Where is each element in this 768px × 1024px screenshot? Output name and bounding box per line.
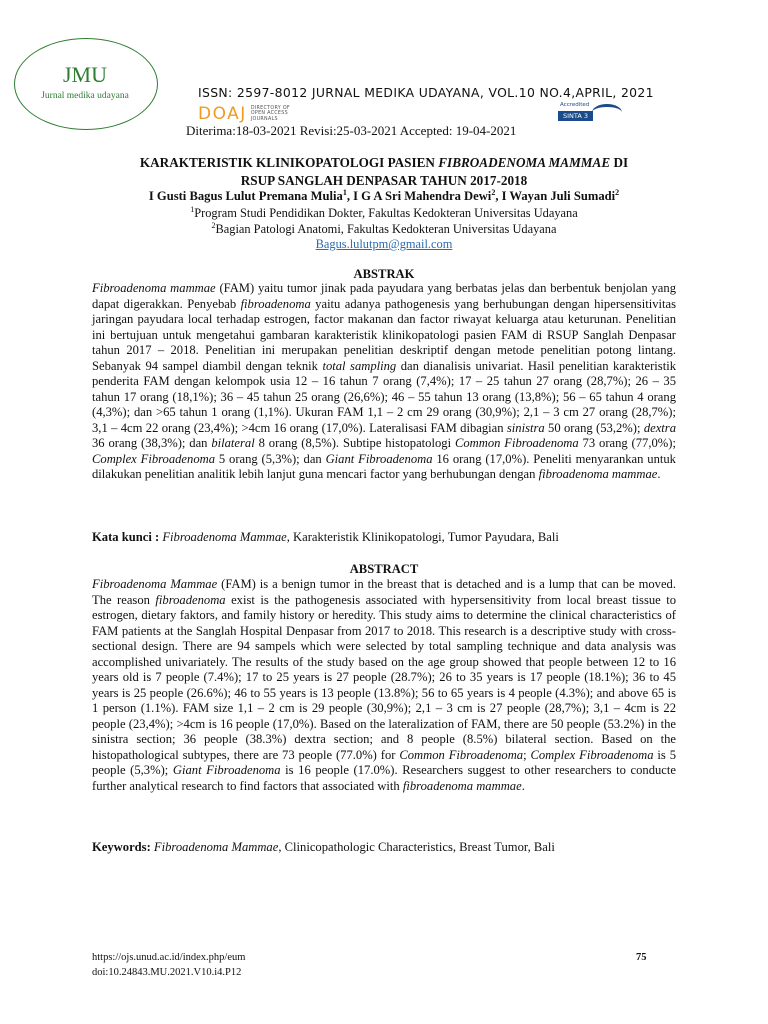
footer-doi: doi:10.24843.MU.2021.V10.i4.P12 (92, 967, 242, 978)
paper-title-line-1: KARAKTERISTIK KLINIKOPATOLOGI PASIEN FIBROADENOMA MAMMAE DI (139, 155, 629, 170)
issn-line: ISSN: 2597-8012 JURNAL MEDIKA UDAYANA, VOL.10 NO.4,APRIL, 2021 (198, 85, 654, 100)
affiliation-2: $^2$Bagian Patologi Anatomi, Fakultas Kedokteran Universitas Udayana (211, 220, 557, 236)
abstract-heading: ABSTRACT (349, 562, 419, 576)
paper-title-line-2: RSUP SANGLAH DENPASAR TAHUN 2017-2018 (240, 173, 528, 188)
doaj-word: DOAJ (198, 104, 247, 124)
sinta-accredited: Accredited (560, 102, 590, 108)
doaj-line-3: JOURNALS (250, 116, 278, 122)
abstract-body: Fibroadenoma Mammae (FAM) is a benign tumor in the breast that is detached and is a lump that can be moved. The reason fibroadenoma exist is the pathogenesis associated with hypersensitivity from local breast tissue to estrogen, dietary faktors, and family history or heredity. This study aims to determine the clinical characteristics of FAM patients at the Sanglah Hospital Denpasar from 2017 to 2018. This research is a descriptive study with cross-sectional design. There are 94 sampels which were selected by total sampling technique and data analysis was accomplished univariately. The results of the study based on the age group showed that people between 12 to 16 years old is 7 people (7.4%); 17 to 25 years is 27 people (28.7%); 26 to 35 years is 17 people (18.1%); 36 to 45 years is 25 people (26.6%); 46 to 55 years is 13 people (13.8%); 56 to 65 years is 4 people (4.3%); and above 65 is 1 person (1.1%). FAM size 1,1 – 2 cm is 29 people (30,9%); 2,1 – 3 cm is 27 people (28,7%); 3,1 – 4cm is 22 people (23,4%); >4cm is 16 people (17,0%). Based on the lateralization of FAM, there are 50 people (53.2%) in the sinistra section; 36 people (38.3%) dextra section; and 8 people (8.5%) bilateral section. Based on the histopathological subtypes, there are 73 people (77.0%) for Common Fibroadenoma; Complex Fibroadenoma is 5 people (5,3%); Giant Fibroadenoma is 16 people (17.0%). Researchers suggest to other researchers to conducte further analytical research to find factors that associated with fibroadenoma mammae. (92, 577, 676, 793)
doaj-line-2: OPEN ACCESS (250, 111, 288, 117)
affiliation-1: $^1$Program Studi Pendidikan Dokter, Fakultas Kedokteran Universitas Udayana (190, 204, 578, 220)
abstrak-body: Fibroadenoma mammae (FAM) yaitu tumor jinak pada payudara yang berbatas jelas dan berbentuk benjolan yang dapat digerakkan. Penyebab fibroadenoma yaitu adanya pathogenesis yang berhubungan dengan hipersensitivitas jaringan payudara local terhadap estrogen, factor makanan dan factor riwayat keluarga atau keturunan. Penelitian ini bertujuan untuk mengetahui gambaran karakteristik klinikopatologi pasien FAM di RSUP Sanglah Denpasar tahun 2017 – 2018. Penelitian ini merupakan penelitian deskriptif dengan metode penelitian potong lintang. Sebanyak 94 sampel diambil dengan teknik total sampling dan dianalisis univariat. Hasil penelitian karakteristik penderita FAM dengan kelompok usia 12 – 16 tahun 7 orang (7,4%); 17 – 25 tahun 27 orang (28,7%); 26 – 35 tahun 17 orang (18,1%); 36 – 45 tahun 25 orang (26,6%); 46 – 55 tahun 13 orang (13,8%); 56 – 65 tahun 4 orang (4,3%); dan >65 tahun 1 orang (1,1%). Ukuran FAM 1,1 – 2 cm 29 orang (30,9%); 2,1 – 3 cm 27 orang (28,7%); 3,1 – 4cm 22 orang (23,4%); >4cm 16 orang (17,0%). Lateralisasi FAM dibagian sinistra 50 orang (53,2%); dextra 36 orang (38,3%); dan bilateral 8 orang (8,5%). Subtipe histopatologi Common Fibroadenoma 73 orang (77,0%); Complex Fibroadenoma 5 orang (5,3%); dan Giant Fibroadenoma 16 orang (17,0%). Peneliti menyarankan untuk dilakukan penelitian analitik lebih lanjut guna mencari factor yang berhubungan dengan fibroadenoma mammae. (92, 281, 676, 481)
doaj-logo (198, 104, 290, 124)
doaj-lines (251, 106, 290, 122)
kata-kunci: Kata kunci : Fibroadenoma Mammae, Karakteristik Klinikopatologi, Tumor Payudara, Bali (92, 530, 559, 544)
submission-dates: Diterima:18-03-2021 Revisi:25-03-2021 Accepted: 19-04-2021 (186, 123, 517, 138)
abstrak-heading: ABSTRAK (353, 267, 415, 281)
keywords: Keywords: Fibroadenoma Mammae, Clinicopathologic Characteristics, Breast Tumor, Bali (92, 840, 555, 854)
page-number: 75 (636, 952, 647, 963)
sinta-arc-icon (592, 104, 622, 121)
footer-url[interactable]: https://ojs.unud.ac.id/index.php/eum (92, 952, 246, 963)
corresponding-email (60, 237, 708, 252)
logo-title: JMU (62, 62, 107, 87)
logo-subtitle: Jurnal medika udayana (41, 91, 129, 101)
sinta-badge-logo (556, 102, 620, 124)
author-list: I Gusti Bagus Lulut Premana Mulia$^1$, I G A Sri Mahendra Dewi$^2$, I Wayan Juli Sumadi$^2$ (148, 187, 620, 203)
doaj-line-1: DIRECTORY OF (250, 106, 290, 112)
sinta-label: SINTA 3 (558, 111, 593, 121)
email-link[interactable]: Bagus.lulutpm@gmail.com (315, 237, 453, 251)
